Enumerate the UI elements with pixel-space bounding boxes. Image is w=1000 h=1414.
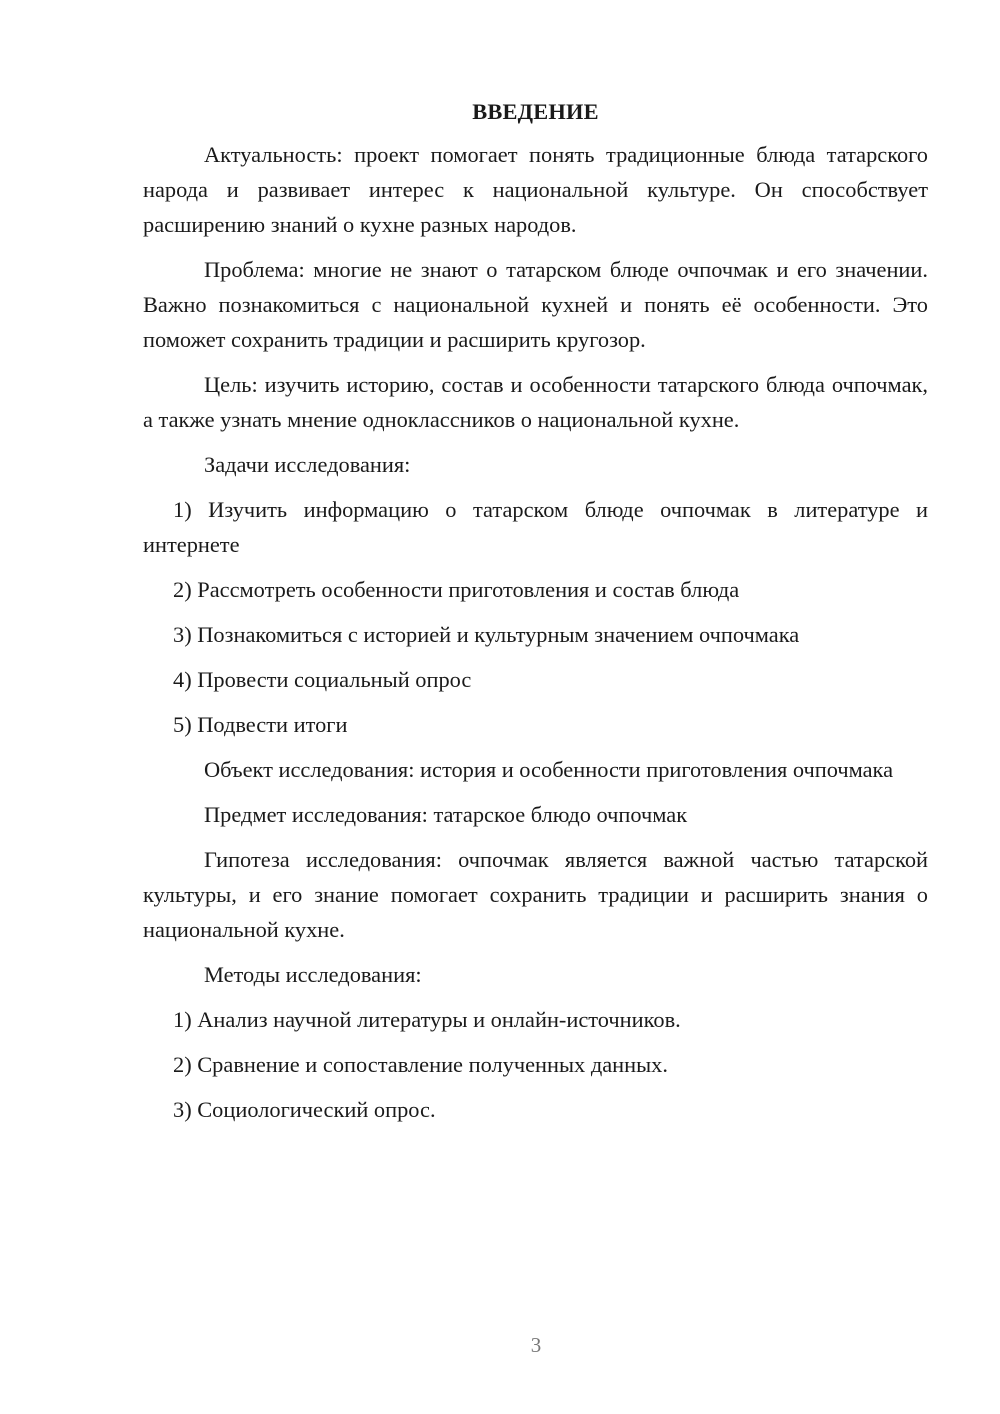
page-number: 3	[530, 1333, 542, 1357]
task-item-4: 4) Провести социальный опрос	[173, 667, 472, 692]
relevance-paragraph: Актуальность: проект помогает понять традиционные блюда татарского народа и развивает интерес к национальной культуре. Он способствует расширению знаний о кухне разных народов.	[143, 142, 928, 237]
subject-paragraph: Предмет исследования: татарское блюдо очпочмак	[204, 802, 688, 827]
methods-heading: Методы исследования:	[204, 962, 422, 987]
object-paragraph: Объект исследования: история и особенности приготовления очпочмака	[204, 757, 894, 782]
document-body	[143, 94, 928, 1137]
tasks-heading: Задачи исследования:	[204, 452, 411, 477]
method-item-2: 2) Сравнение и сопоставление полученных данных.	[173, 1052, 668, 1077]
hypothesis-paragraph: Гипотеза исследования: очпочмак является важной частью татарской культуры, и его знание помогает сохранить традиции и расширить знания о национальной кухне.	[143, 847, 928, 942]
task-item-5: 5) Подвести итоги	[173, 712, 348, 737]
method-item-3: 3) Социологический опрос.	[173, 1097, 436, 1122]
task-item-1: 1) Изучить информацию о татарском блюде очпочмак в литературе и интернете	[143, 497, 928, 557]
task-item-3: 3) Познакомиться с историей и культурным значением очпочмака	[173, 622, 800, 647]
section-heading: ВВЕДЕНИЕ	[472, 99, 599, 124]
problem-paragraph: Проблема: многие не знают о татарском блюде очпочмак и его значении. Важно познакомиться с национальной кухней и понять её особенности. Это поможет сохранить традиции и расширить кругозор.	[143, 257, 928, 352]
goal-paragraph: Цель: изучить историю, состав и особенности татарского блюда очпочмак, а также узнать мнение одноклассников о национальной кухне.	[143, 372, 928, 432]
method-item-1: 1) Анализ научной литературы и онлайн-источников.	[173, 1007, 681, 1032]
task-item-2: 2) Рассмотреть особенности приготовления и состав блюда	[173, 577, 740, 602]
